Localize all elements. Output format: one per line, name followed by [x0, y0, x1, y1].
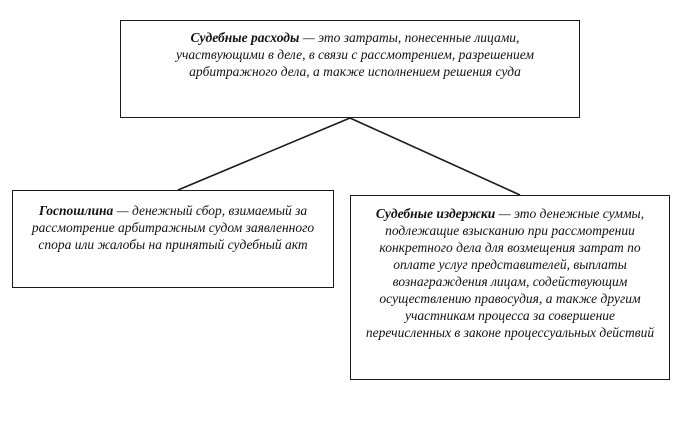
state-duty-definition: — денежный сбор, взимаемый за рассмотрение арбитражным судом заявленного спора или жалобы на принятый судебный акт	[31, 203, 315, 252]
court-expenses-term: Судебные издержки	[375, 206, 496, 221]
connector-left	[178, 118, 350, 190]
court-costs-box	[120, 20, 580, 118]
court-costs-term: Судебные расходы	[190, 30, 300, 45]
court-costs-definition: — это затраты, понесенные лицами, участвующими в деле, в связи с рассмотрением, разрешением арбитражного дела, а также исполнением решения суда	[176, 30, 534, 79]
state-duty-box	[12, 190, 334, 288]
court-expenses-box	[350, 195, 670, 380]
state-duty-term: Госпошлина	[38, 203, 114, 218]
court-expenses-definition: — это денежные суммы, подлежащие взысканию при рассмотрении конкретного дела для возмещения затрат по оплате услуг представителей, выплаты вознаграждения лицам, содействующим осуществлению правосудия, а также другим участникам процесса за совершение перечисленных в законе процессуальных действий	[365, 206, 655, 340]
connector-right	[350, 118, 520, 195]
